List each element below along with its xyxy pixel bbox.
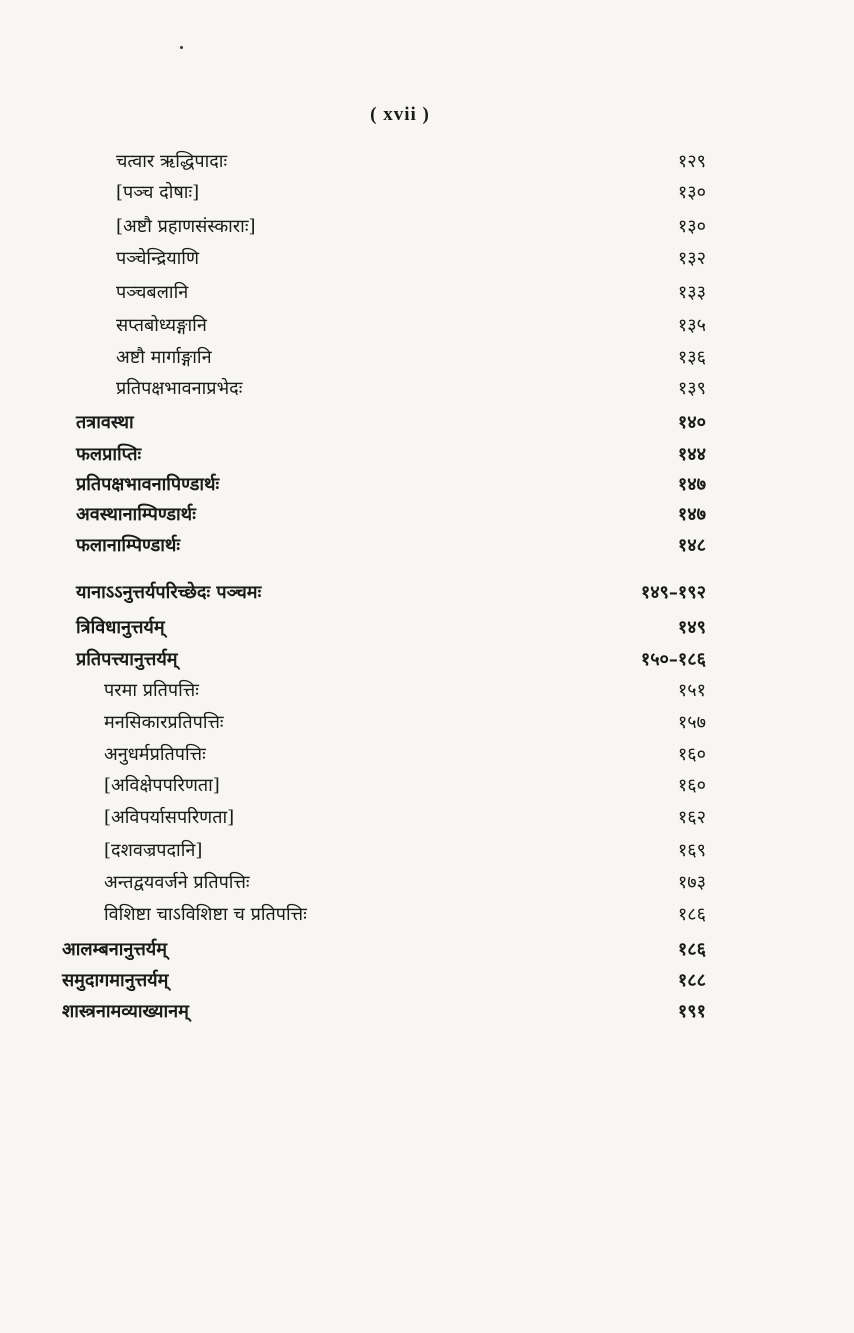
toc-entry-title: विशिष्टा चाऽविशिष्टा च प्रतिपत्तिः [104, 904, 307, 925]
toc-entry-page: १४९ [677, 617, 706, 638]
toc-entry [0, 147, 706, 177]
toc-entry-page: १८६ [677, 904, 706, 925]
toc-entry [0, 803, 706, 833]
toc-entry [0, 836, 706, 866]
toc-entry-page: १६० [677, 775, 706, 796]
toc-entry-page: १८८ [677, 970, 706, 991]
page-number: ( xvii ) [370, 104, 430, 125]
toc-entry-title: [अविक्षेपपरिणता] [104, 775, 220, 796]
toc-entry [0, 343, 706, 373]
toc-entry-page: १४४ [677, 444, 706, 465]
ink-speck [180, 46, 183, 49]
toc-entry-title: प्रतिपक्षभावनाप्रभेदः [116, 378, 243, 399]
toc-entry-title: मनसिकारप्रतिपत्तिः [104, 712, 224, 733]
toc-entry [0, 500, 706, 530]
toc-entry-title: [अष्टौ प्रहाणसंस्काराः] [116, 216, 256, 237]
toc-entry-title: यानाऽऽनुत्तर्यपरिच्छेदः पञ्चमः [76, 582, 262, 603]
toc-entry-page: १३६ [677, 347, 706, 368]
toc-entry-page: १६९ [677, 840, 706, 861]
toc-entry-page: १९१ [677, 1001, 706, 1022]
toc-entry-page: १५१ [677, 680, 706, 701]
toc-entry-title: परमा प्रतिपत्तिः [104, 680, 199, 701]
toc-entry [0, 997, 706, 1027]
toc-entry [0, 771, 706, 801]
toc-entry-page: १८६ [677, 939, 706, 960]
toc-entry-page: १३३ [677, 282, 706, 303]
toc-entry-page: १७३ [677, 872, 706, 893]
toc-entry-page: १४९–१९२ [640, 582, 706, 603]
toc-entry [0, 244, 706, 274]
toc-entry [0, 676, 706, 706]
toc-entry [0, 531, 706, 561]
toc-entry [0, 440, 706, 470]
toc-entry-title: त्रिविधानुत्तर्यम् [76, 617, 165, 638]
toc-entry [0, 900, 706, 930]
toc-entry [0, 408, 706, 438]
toc-entry-title: पञ्चेन्द्रियाणि [116, 248, 199, 269]
toc-entry-page: १३२ [677, 248, 706, 269]
toc-entry-title: सप्तबोध्यङ्गानि [116, 315, 207, 336]
toc-entry [0, 613, 706, 643]
toc-entry [0, 740, 706, 770]
toc-entry-page: १२९ [677, 151, 706, 172]
toc-entry-title: समुदागमानुत्तर्यम् [62, 970, 169, 991]
toc-entry-title: अनुधर्मप्रतिपत्तिः [104, 744, 206, 765]
toc-entry-title: पञ्चबलानि [116, 282, 189, 303]
toc-entry-title: फलप्राप्तिः [76, 444, 142, 465]
toc-entry-page: १३० [677, 216, 706, 237]
toc-entry-page: १४८ [677, 535, 706, 556]
toc-entry-title: फलानाम्पिण्डार्थः [76, 535, 181, 556]
toc-entry [0, 311, 706, 341]
toc-entry [0, 278, 706, 308]
toc-entry-title: तत्रावस्था [76, 412, 134, 433]
toc-entry [0, 966, 706, 996]
toc-entry [0, 470, 706, 500]
toc-entry-title: अष्टौ मार्गाङ्गानि [116, 347, 212, 368]
toc-entry-title: प्रतिपक्षभावनापिण्डार्थः [76, 474, 220, 495]
toc-entry [0, 374, 706, 404]
toc-entry [0, 935, 706, 965]
toc-entry-title: [दशवज्रपदानि] [104, 840, 203, 861]
toc-entry-title: प्रतिपत्त्यानुत्तर्यम् [76, 649, 178, 670]
toc-entry-page: १५७ [677, 712, 706, 733]
toc-entry-title: अन्तद्वयवर्जने प्रतिपत्तिः [104, 872, 250, 893]
toc-entry-title: [पञ्च दोषाः] [116, 182, 200, 203]
toc-entry [0, 178, 706, 208]
toc-entry-title: शास्त्रनामव्याख्यानम् [62, 1001, 189, 1022]
toc-entry [0, 645, 706, 675]
toc-entry-page: १५०–१८६ [640, 649, 706, 670]
toc-entry [0, 212, 706, 242]
toc-entry-page: १६२ [677, 807, 706, 828]
toc-entry-page: १३५ [677, 315, 706, 336]
toc-entry-title: चत्वार ऋद्धिपादाः [116, 151, 228, 172]
toc-entry-page: १४० [677, 412, 706, 433]
toc-entry [0, 578, 706, 608]
toc-entry-title: [अविपर्यासपरिणता] [104, 807, 235, 828]
toc-entry-page: १४७ [677, 474, 706, 495]
toc-entry-title: अवस्थानाम्पिण्डार्थः [76, 504, 196, 525]
toc-entry-page: १३० [677, 182, 706, 203]
toc-entry-title: आलम्बनानुत्तर्यम् [62, 939, 168, 960]
toc-entry-page: १४७ [677, 504, 706, 525]
toc-entry [0, 868, 706, 898]
toc-entry-page: १३९ [677, 378, 706, 399]
toc-entry-page: १६० [677, 744, 706, 765]
toc-entry [0, 708, 706, 738]
